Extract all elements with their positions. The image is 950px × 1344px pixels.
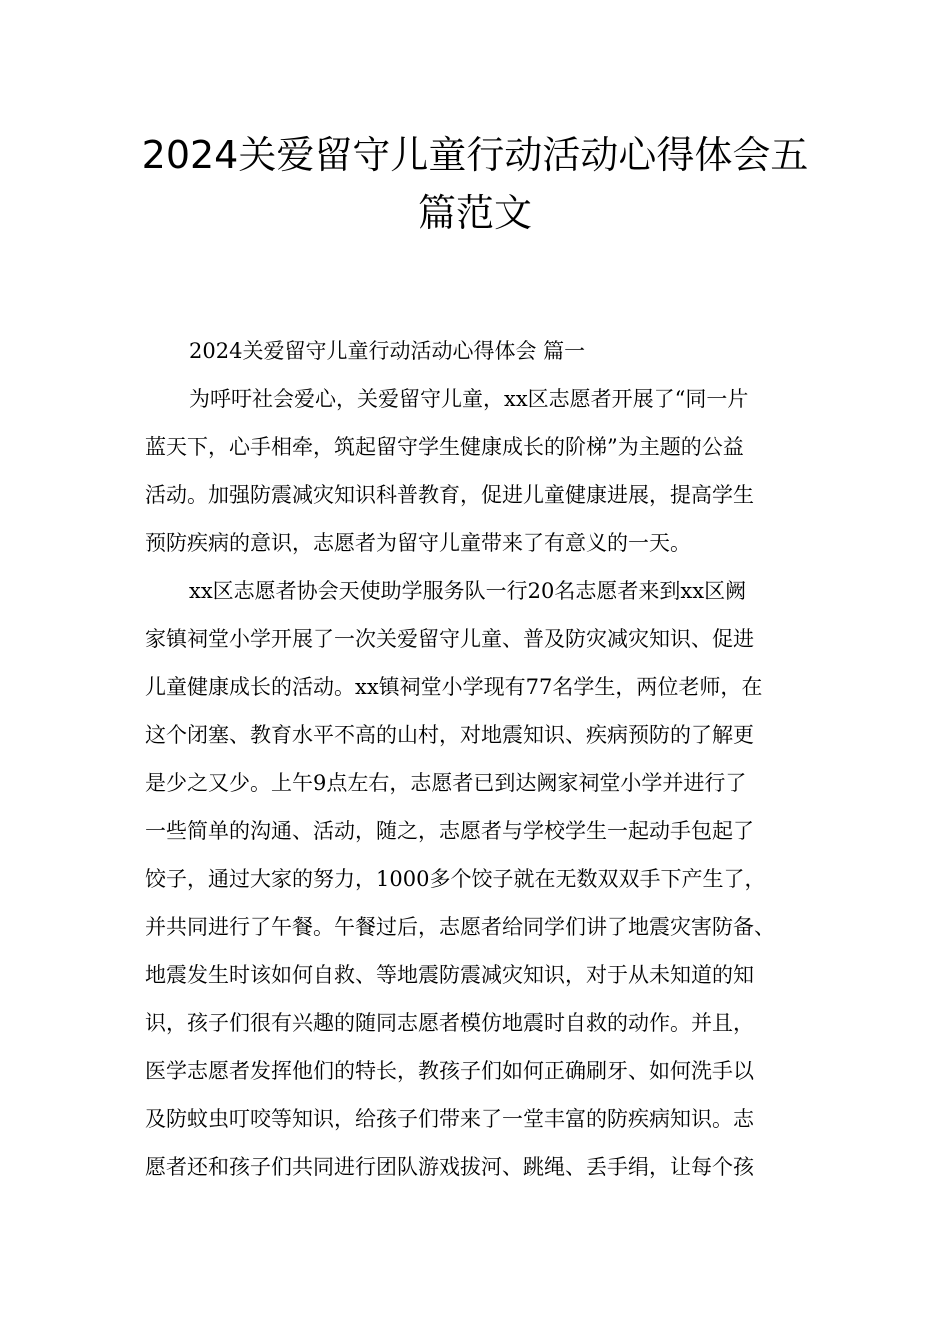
paragraph-line: 识，孩子们很有兴趣的随同志愿者模仿地震时自救的动作。并且， (145, 1011, 754, 1035)
paragraph-line: 地震发生时该如何自救、等地震防震减灾知识，对于从未知道的知 (145, 963, 754, 987)
paragraph-1 (145, 375, 835, 567)
paragraph-line: 为呼吁社会爱心，关爱留守儿童，xx区志愿者开展了“同一片 (189, 387, 749, 411)
paragraph-line: xx区志愿者协会天使助学服务队一行20名志愿者来到xx区阙 (189, 579, 747, 603)
section-heading (145, 327, 835, 375)
document-title-line: 2024关爱留守儿童行动活动心得体会五 (141, 133, 809, 177)
document-body (145, 327, 835, 1191)
paragraph-line: 医学志愿者发挥他们的特长，教孩子们如何正确刷牙、如何洗手以 (145, 1059, 754, 1083)
paragraph-line: 预防疾病的意识，志愿者为留守儿童带来了有意义的一天。 (145, 531, 691, 555)
paragraph-line: 及防蚊虫叮咬等知识，给孩子们带来了一堂丰富的防疾病知识。志 (145, 1107, 754, 1131)
paragraph-line: 这个闭塞、教育水平不高的山村，对地震知识、疾病预防的了解更 (145, 723, 754, 747)
document-title (0, 126, 950, 242)
paragraph-line: 是少之又少。上午9点左右，志愿者已到达阙家祠堂小学并进行了 (145, 771, 747, 795)
paragraph-line: 愿者还和孩子们共同进行团队游戏拔河、跳绳、丢手绢，让每个孩 (145, 1155, 754, 1179)
paragraph-2 (145, 567, 835, 1191)
paragraph-line: 并共同进行了午餐。午餐过后，志愿者给同学们讲了地震灾害防备、 (145, 915, 775, 939)
section-heading-text: 2024关爱留守儿童行动活动心得体会 篇一 (189, 339, 586, 363)
paragraph-line: 饺子，通过大家的努力，1000多个饺子就在无数双双手下产生了， (145, 867, 766, 891)
paragraph-line: 活动。加强防震减灾知识科普教育，促进儿童健康进展，提高学生 (145, 483, 754, 507)
paragraph-line: 一些简单的沟通、活动，随之，志愿者与学校学生一起动手包起了 (145, 819, 754, 843)
paragraph-line: 蓝天下，心手相牵，筑起留守学生健康成长的阶梯”为主题的公益 (145, 435, 744, 459)
paragraph-line: 家镇祠堂小学开展了一次关爱留守儿童、普及防灾减灾知识、促进 (145, 627, 754, 651)
paragraph-line: 儿童健康成长的活动。xx镇祠堂小学现有77名学生，两位老师，在 (145, 675, 763, 699)
document-title-line: 篇范文 (417, 191, 532, 235)
